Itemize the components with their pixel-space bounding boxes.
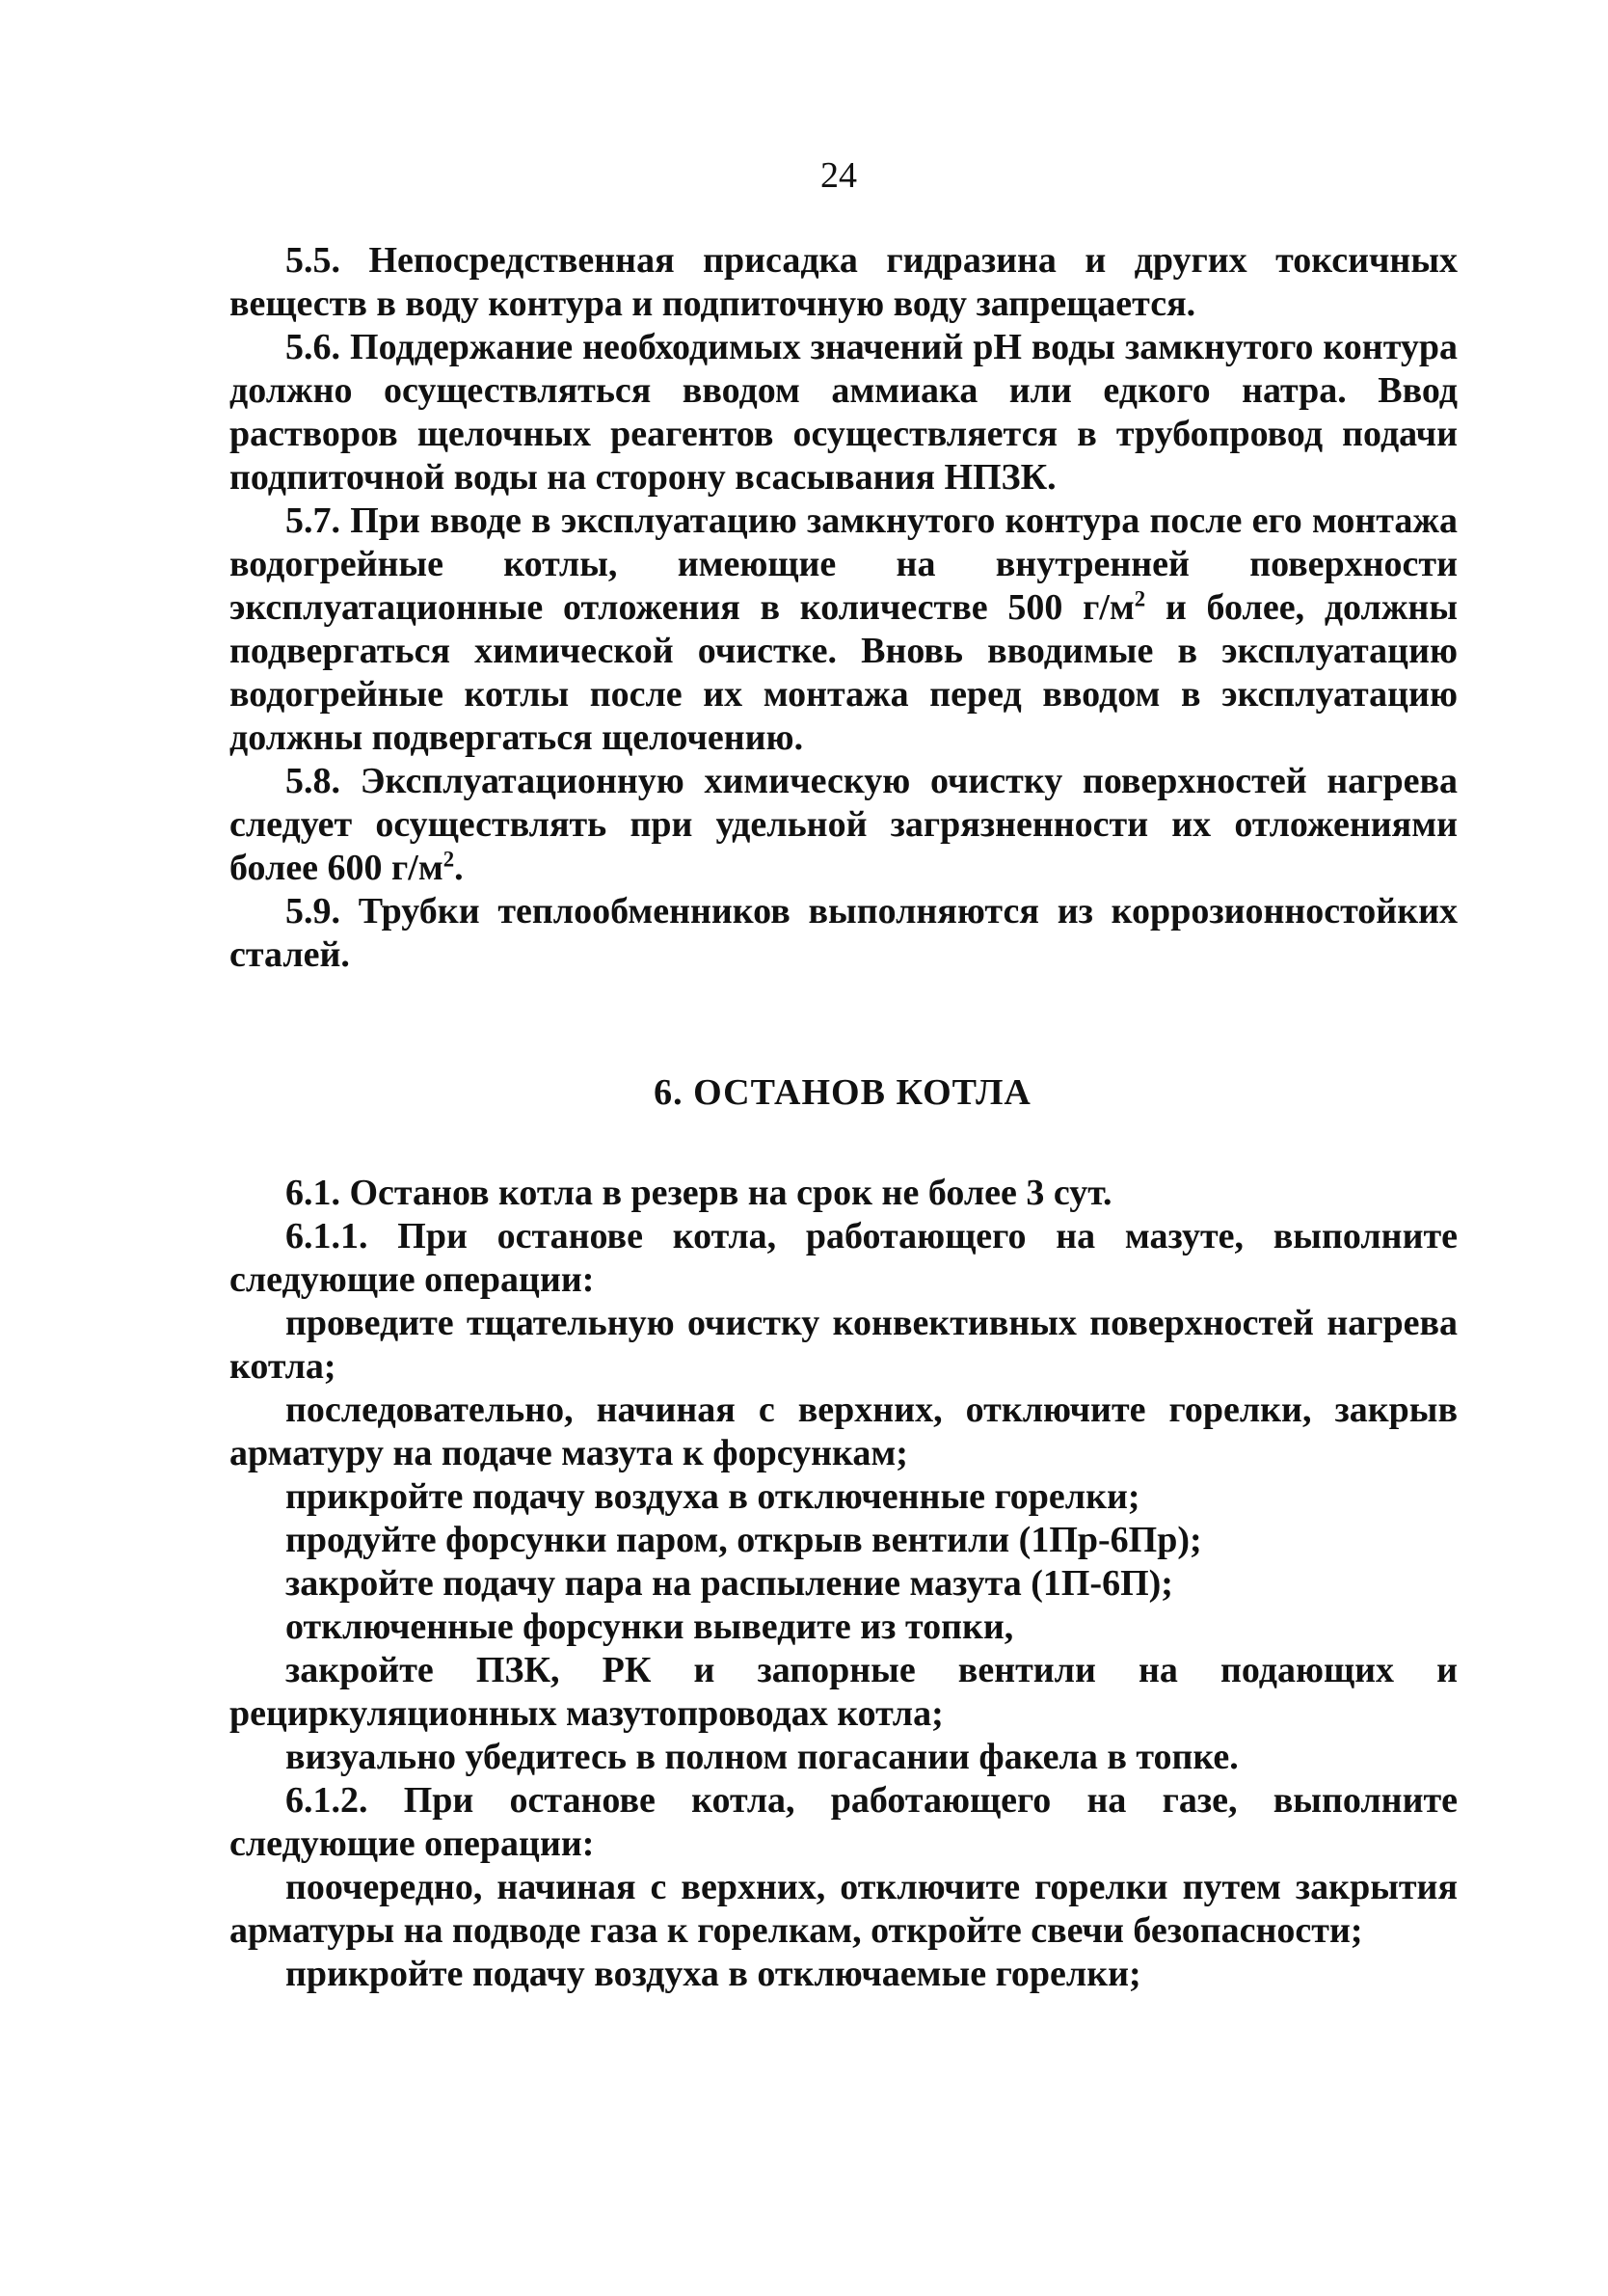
page-number: 24	[820, 155, 857, 196]
superscript-squared: 2	[1134, 586, 1146, 611]
paragraph-5-9: 5.9. Трубки теплообменников выполняются из коррозионностойких сталей.	[229, 891, 1458, 975]
paragraph-5-8-part-2: .	[454, 848, 464, 888]
paragraph-5-8-part-1: 5.8. Эксплуатационную химическую очистку поверхностей нагрева следует осуществлять при удельной загрязненности их отложениями более 600 г/м	[229, 761, 1458, 888]
list-item: прикройте подачу воздуха в отключаемые горелки;	[285, 1954, 1141, 1994]
list-item: закройте ПЗК, РК и запорные вентили на подающих и рециркуляционных мазутопроводах котла;	[229, 1650, 1458, 1734]
superscript-squared: 2	[442, 847, 455, 872]
paragraph-5-5: 5.5. Непосредственная присадка гидразина и других токсичных веществ в воду контура и подпиточную воду запрещается.	[229, 240, 1458, 324]
paragraph-5-7	[229, 500, 1458, 760]
list-item: отключенные форсунки выведите из топки,	[285, 1607, 1014, 1647]
section-6-text	[229, 1172, 1458, 1996]
paragraph-5-6: 5.6. Поддержание необходимых значений pH воды замкнутого контура должно осуществляться вводом аммиака или едкого натра. Ввод растворов щелочных реагентов осуществляется в трубопровод подачи подпиточной воды на сторону всасывания НПЗК.	[229, 327, 1458, 498]
paragraph-5-7-part-1: 5.7. При вводе в эксплуатацию замкнутого контура после его монтажа водогрейные котлы, имеющие на внутренней поверхности эксплуатационные отложения в количестве 500 г/м	[229, 500, 1458, 628]
paragraph-6-1-2: 6.1.2. При останове котла, работающего на газе, выполните следующие операции:	[229, 1780, 1458, 1864]
list-item: прикройте подачу воздуха в отключенные горелки;	[285, 1476, 1140, 1517]
section-5-text	[229, 239, 1458, 977]
list-item: поочередно, начиная с верхних, отключите горелки путем закрытия арматуры на подводе газа к горелкам, откройте свечи безопасности;	[229, 1867, 1458, 1951]
list-item: проведите тщательную очистку конвективных поверхностей нагрева котла;	[229, 1303, 1458, 1387]
paragraph-5-7-part-2: и более, должны подвергаться химической очистке. Вновь вводимые в эксплуатацию водогрейные котлы после их монтажа перед вводом в эксплуатацию должны подвергаться щелочению.	[229, 587, 1458, 758]
paragraph-6-1: 6.1. Останов котла в резерв на срок не более 3 сут.	[285, 1173, 1112, 1213]
list-item: продуйте форсунки паром, открыв вентили (1Пр-6Пр);	[285, 1520, 1202, 1560]
list-item: последовательно, начиная с верхних, отключите горелки, закрыв арматуру на подаче мазута к форсункам;	[229, 1390, 1458, 1473]
list-item: закройте подачу пара на распыление мазута (1П-6П);	[285, 1563, 1173, 1604]
paragraph-5-8	[229, 760, 1458, 890]
section-heading: 6. ОСТАНОВ КОТЛА	[654, 1072, 1032, 1113]
paragraph-6-1-1: 6.1.1. При останове котла, работающего на мазуте, выполните следующие операции:	[229, 1216, 1458, 1300]
list-item: визуально убедитесь в полном погасании факела в топке.	[285, 1737, 1239, 1777]
